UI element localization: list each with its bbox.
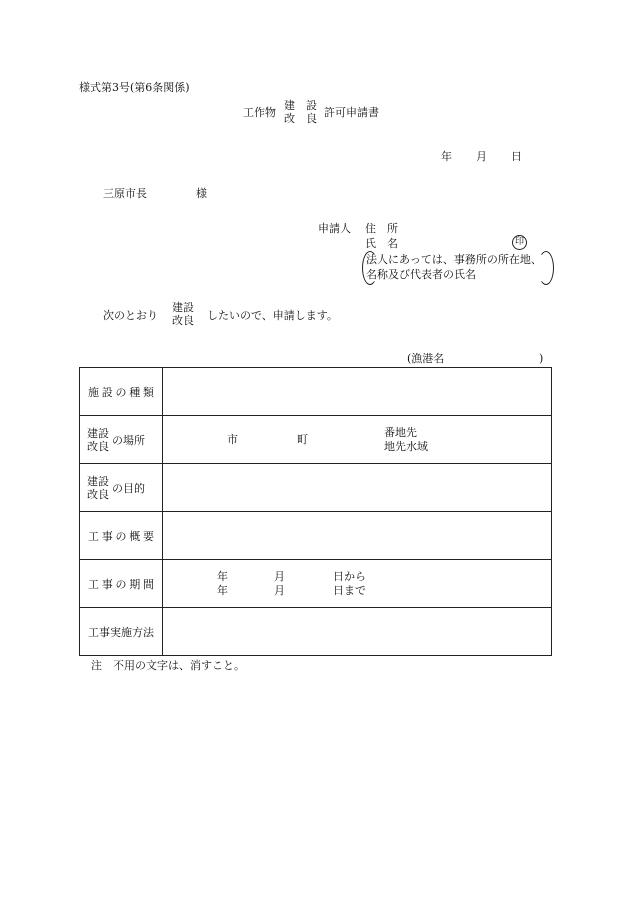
title-option-build: 建 設 xyxy=(284,99,317,112)
title-options xyxy=(284,99,317,125)
facility-type-text: 施 設 の 種 類 xyxy=(88,385,154,399)
location-options: 建設 改良 xyxy=(87,426,109,453)
purpose-field[interactable] xyxy=(163,464,552,512)
port-name-label: (漁港名 xyxy=(407,352,445,365)
form-number: 様式第3号(第6条関係) xyxy=(79,81,190,94)
period-end-year: 年 xyxy=(217,584,228,597)
addressee-name: 三原市長 xyxy=(103,187,147,200)
location-field[interactable] xyxy=(163,416,552,464)
period-start-year: 年 xyxy=(217,570,228,583)
name-label: 氏 名 xyxy=(365,237,398,250)
location-city: 市 xyxy=(227,433,238,446)
corporate-note-line2: 名称及び代表者の氏名 xyxy=(366,268,476,281)
label-overview xyxy=(80,512,163,560)
address-label: 住 所 xyxy=(365,222,398,235)
label-purpose xyxy=(80,464,163,512)
facility-type-field[interactable] xyxy=(163,368,552,416)
date-year: 年 xyxy=(441,150,452,163)
location-suffix: の場所 xyxy=(112,433,145,447)
statement-prefix: 次のとおり xyxy=(103,309,158,322)
title-option-improve: 改 良 xyxy=(284,112,317,125)
applicant-label: 申請人 xyxy=(318,222,351,235)
period-end-month: 月 xyxy=(274,584,285,597)
overview-field[interactable] xyxy=(163,512,552,560)
addressee-honorific: 様 xyxy=(196,187,207,200)
statement-options xyxy=(172,301,194,327)
method-text: 工事実施方法 xyxy=(88,625,154,639)
period-end-day: 日まで xyxy=(333,584,366,597)
period-field[interactable] xyxy=(163,560,552,608)
table-row xyxy=(80,512,552,560)
statement-option-improve: 改良 xyxy=(172,314,194,327)
port-name-close: ) xyxy=(539,352,544,365)
label-location xyxy=(80,416,163,464)
seal-mark: 印 xyxy=(512,235,527,250)
location-lot-second: 地先水域 xyxy=(384,440,428,453)
purpose-options: 建設 改良 xyxy=(87,474,109,501)
period-text: 工 事 の 期 間 xyxy=(88,577,154,591)
statement-option-build: 建設 xyxy=(172,301,194,314)
statement-suffix: したいので、申請します。 xyxy=(207,309,338,322)
application-table xyxy=(79,367,552,656)
date-month: 月 xyxy=(476,150,487,163)
footnote: 注 不用の文字は、消すこと。 xyxy=(91,659,245,672)
overview-text: 工 事 の 概 要 xyxy=(88,529,154,543)
period-start-month: 月 xyxy=(274,570,285,583)
table-row xyxy=(80,416,552,464)
method-field[interactable] xyxy=(163,608,552,656)
period-start-day: 日から xyxy=(333,570,366,583)
table-row xyxy=(80,368,552,416)
table-row xyxy=(80,464,552,512)
title-suffix: 許可申請書 xyxy=(324,106,379,119)
table-row xyxy=(80,560,552,608)
label-period xyxy=(80,560,163,608)
location-town: 町 xyxy=(297,433,308,446)
title-prefix: 工作物 xyxy=(243,106,276,119)
label-method xyxy=(80,608,163,656)
table-row xyxy=(80,608,552,656)
location-lot-first: 番地先 xyxy=(384,426,417,439)
date-day: 日 xyxy=(511,150,522,163)
corporate-note-line1: 法人にあっては、事務所の所在地、 xyxy=(366,253,542,266)
label-facility-type xyxy=(80,368,163,416)
purpose-suffix: の目的 xyxy=(112,481,145,495)
